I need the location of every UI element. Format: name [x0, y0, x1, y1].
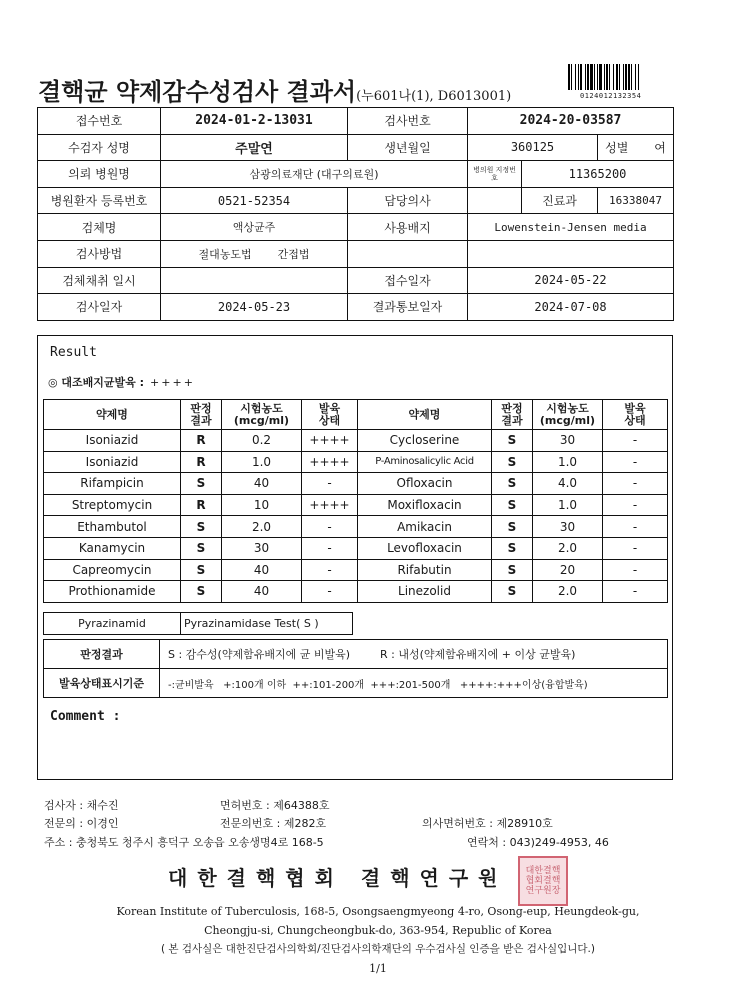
growth: - — [302, 473, 358, 495]
judge-legend — [160, 640, 668, 669]
growth: ++++ — [302, 494, 358, 516]
conc-right: 20 — [533, 559, 603, 581]
judge-header-1: 판정 — [190, 401, 212, 415]
growth: ++++ — [302, 430, 358, 452]
judge-header-right-2: 결과 — [501, 413, 523, 427]
drug-name-right: P-Aminosalicylic Acid — [358, 451, 492, 473]
title-code: (누601나(1), D6013001) — [356, 89, 512, 104]
judge: S — [181, 559, 222, 581]
judge-header-right-1: 판정 — [501, 401, 523, 415]
growth-header — [302, 400, 358, 430]
growth-header-right — [603, 400, 668, 430]
conc-header — [222, 400, 302, 430]
method-1: 절대농도법 — [198, 247, 252, 261]
judge-right: S — [492, 473, 533, 495]
patient-label: 수검자 성명 — [38, 134, 161, 161]
dob-label: 생년월일 — [348, 134, 468, 161]
conc: 40 — [222, 559, 302, 581]
table-row — [44, 537, 668, 559]
result-label: Result — [50, 345, 97, 360]
conc-right: 4.0 — [533, 473, 603, 495]
judge: S — [181, 581, 222, 603]
conc-right: 2.0 — [533, 537, 603, 559]
doctor-license: 의사면허번호 : 제28910호 — [422, 817, 553, 830]
judge: S — [181, 473, 222, 495]
drug-name-right: Levofloxacin — [358, 537, 492, 559]
conc-right: 1.0 — [533, 451, 603, 473]
sex: 여 — [654, 140, 666, 155]
drug-name: Isoniazid — [44, 451, 181, 473]
growth-right: - — [603, 537, 668, 559]
page-number: 1/1 — [369, 962, 387, 975]
barcode-text: 0124012132354 — [580, 92, 642, 100]
test-date-label: 검사일자 — [38, 294, 161, 321]
judge-right: S — [492, 559, 533, 581]
table-row — [44, 473, 668, 495]
control-growth-label: ◎ 대조배지균발육 : — [48, 376, 145, 389]
growth: - — [302, 559, 358, 581]
method-label: 검사방법 — [38, 240, 161, 267]
conc: 0.2 — [222, 430, 302, 452]
pza-value: Pyrazinamidase Test( S ) — [181, 613, 353, 635]
conc-header-1: 시험농도 — [240, 401, 283, 415]
hospital-code-label: 병의원 지정번호 — [468, 161, 522, 188]
drug-name-right: Ofloxacin — [358, 473, 492, 495]
judge-header-right — [492, 400, 533, 430]
test-no: 2024-20-03587 — [468, 108, 674, 135]
organization-name: 대한결핵협회 결핵연구원 — [168, 866, 508, 890]
conc: 2.0 — [222, 516, 302, 538]
drug-name-right: Moxifloxacin — [358, 494, 492, 516]
judge: R — [181, 451, 222, 473]
growth: ++++ — [302, 451, 358, 473]
receipt-date-label: 접수일자 — [348, 267, 468, 294]
test-date: 2024-05-23 — [161, 294, 348, 321]
susceptibility-table — [43, 399, 668, 603]
drug-name: Streptomycin — [44, 494, 181, 516]
growth-right: - — [603, 559, 668, 581]
drug-name: Prothionamide — [44, 581, 181, 603]
conc: 1.0 — [222, 451, 302, 473]
table-row — [44, 494, 668, 516]
dob: 360125 — [468, 134, 598, 161]
drug-name-right: Amikacin — [358, 516, 492, 538]
judge-right: S — [492, 494, 533, 516]
conc-header-right-2: (mcg/ml) — [539, 413, 596, 427]
growth-right: - — [603, 451, 668, 473]
chart-no: 0521-52354 — [161, 187, 348, 214]
hospital-name: 삼광의료재단 (대구의료원) — [161, 161, 468, 188]
judge: R — [181, 430, 222, 452]
growth-header-right-2: 상태 — [624, 413, 646, 427]
judge: S — [181, 537, 222, 559]
conc-header-2: (mcg/ml) — [233, 413, 290, 427]
doctor-label: 담당의사 — [348, 187, 468, 214]
collect-date — [161, 267, 348, 294]
conc: 40 — [222, 581, 302, 603]
judge-right: S — [492, 537, 533, 559]
judge-legend-label: 판정결과 — [44, 640, 160, 669]
drug-name-right: Cycloserine — [358, 430, 492, 452]
dept: 16338047 — [598, 187, 674, 214]
table-row — [44, 430, 668, 452]
judge-legend-r: R : 내성(약제함유배지에 + 이상 균발육) — [380, 648, 576, 661]
table-row — [44, 516, 668, 538]
official-seal: 대한결핵 협회결핵 연구원장 — [518, 856, 568, 906]
growth-right: - — [603, 473, 668, 495]
method-2: 간접법 — [277, 247, 310, 261]
specialist-no: 전문의번호 : 제282호 — [220, 817, 327, 830]
specimen: 액상균주 — [161, 214, 348, 241]
patient-info-table — [37, 107, 674, 321]
title-text: 결핵균 약제감수성검사 결과서 — [38, 77, 357, 106]
sex-cell — [598, 134, 674, 161]
growth-header-1: 발육 — [318, 401, 341, 415]
control-growth-value: ++++ — [150, 376, 195, 389]
conc-header-right-1: 시험농도 — [546, 401, 589, 415]
table-row — [44, 559, 668, 581]
conc: 40 — [222, 473, 302, 495]
judge-legend-s: S : 감수성(약제함유배지에 균 비발육) — [168, 648, 351, 661]
conc-right: 1.0 — [533, 494, 603, 516]
table-header — [44, 400, 668, 430]
pyrazinamide-table — [43, 612, 353, 635]
drug-name: Rifampicin — [44, 473, 181, 495]
judge-right: S — [492, 430, 533, 452]
judge: S — [181, 516, 222, 538]
english-address-2: Cheongju-si, Chungcheongbuk-do, 363-954, Republic of Korea — [204, 924, 552, 937]
receipt-date: 2024-05-22 — [468, 267, 674, 294]
drug-name: Capreomycin — [44, 559, 181, 581]
control-growth — [48, 374, 195, 390]
comment-label: Comment : — [50, 709, 121, 724]
contact: 연락처 : 043)249-4953, 46 — [467, 836, 609, 849]
drug-name: Kanamycin — [44, 537, 181, 559]
medium-label: 사용배지 — [348, 214, 468, 241]
method — [161, 240, 348, 267]
collect-label: 검체채취 일시 — [38, 267, 161, 294]
receipt-no: 2024-01-2-13031 — [161, 108, 348, 135]
method-empty-2 — [468, 240, 674, 267]
growth-legend: -:균비발육 +:100개 이하 ++:101-200개 +++:201-500개 ++++:+++이상(융합발육) — [160, 669, 668, 698]
pza-label: Pyrazinamid — [44, 613, 181, 635]
conc-header-right — [533, 400, 603, 430]
drug-header: 약제명 — [44, 400, 181, 430]
judge-header — [181, 400, 222, 430]
document-title — [38, 72, 511, 107]
judge-header-2: 결과 — [190, 413, 212, 427]
table-row — [44, 451, 668, 473]
drug-name: Ethambutol — [44, 516, 181, 538]
drug-header-right: 약제명 — [358, 400, 492, 430]
growth: - — [302, 516, 358, 538]
hospital-label: 의뢰 병원명 — [38, 161, 161, 188]
conc-right: 2.0 — [533, 581, 603, 603]
drug-name: Isoniazid — [44, 430, 181, 452]
certification-note: ( 본 검사실은 대한진단검사의학회/진단검사의학재단의 우수검사실 인증을 받은 검사실입니다.) — [160, 943, 595, 955]
growth: - — [302, 537, 358, 559]
address: 주소 : 충청북도 청주시 흥덕구 오송읍 오송생명4로 168-5 — [44, 836, 324, 849]
sex-label: 성별 — [605, 140, 629, 155]
test-no-label: 검사번호 — [348, 108, 468, 135]
judge-right: S — [492, 451, 533, 473]
drug-name-right: Rifabutin — [358, 559, 492, 581]
legend-table — [43, 639, 668, 698]
judge: R — [181, 494, 222, 516]
growth-legend-label: 발육상태표시기준 — [44, 669, 160, 698]
growth-right: - — [603, 494, 668, 516]
receipt-no-label: 접수번호 — [38, 108, 161, 135]
conc: 30 — [222, 537, 302, 559]
method-empty — [348, 240, 468, 267]
report-date: 2024-07-08 — [468, 294, 674, 321]
conc-right: 30 — [533, 516, 603, 538]
doctor — [468, 187, 522, 214]
english-address-1: Korean Institute of Tuberculosis, 168-5, Osongsaengmyeong 4-ro, Osong-eup, Heungdeok-gu, — [116, 905, 640, 918]
medium: Lowenstein-Jensen media — [468, 214, 674, 241]
specialist: 전문의 : 이경인 — [44, 817, 119, 830]
judge-right: S — [492, 516, 533, 538]
growth-header-2: 상태 — [318, 413, 341, 427]
patient-name: 주말연 — [161, 134, 348, 161]
examiner: 검사자 : 채수진 — [44, 799, 119, 812]
growth-right: - — [603, 430, 668, 452]
judge-right: S — [492, 581, 533, 603]
drug-name-right: Linezolid — [358, 581, 492, 603]
chart-no-label: 병원환자 등록번호 — [38, 187, 161, 214]
barcode — [568, 64, 696, 90]
conc: 10 — [222, 494, 302, 516]
specimen-label: 검체명 — [38, 214, 161, 241]
hospital-code: 11365200 — [522, 161, 674, 188]
growth-right: - — [603, 581, 668, 603]
license-no: 면허번호 : 제64388호 — [220, 799, 330, 812]
growth-header-right-1: 발육 — [624, 401, 646, 415]
dept-label: 진료과 — [522, 187, 598, 214]
growth: - — [302, 581, 358, 603]
conc-right: 30 — [533, 430, 603, 452]
table-row — [44, 581, 668, 603]
growth-right: - — [603, 516, 668, 538]
report-date-label: 결과통보일자 — [348, 294, 468, 321]
